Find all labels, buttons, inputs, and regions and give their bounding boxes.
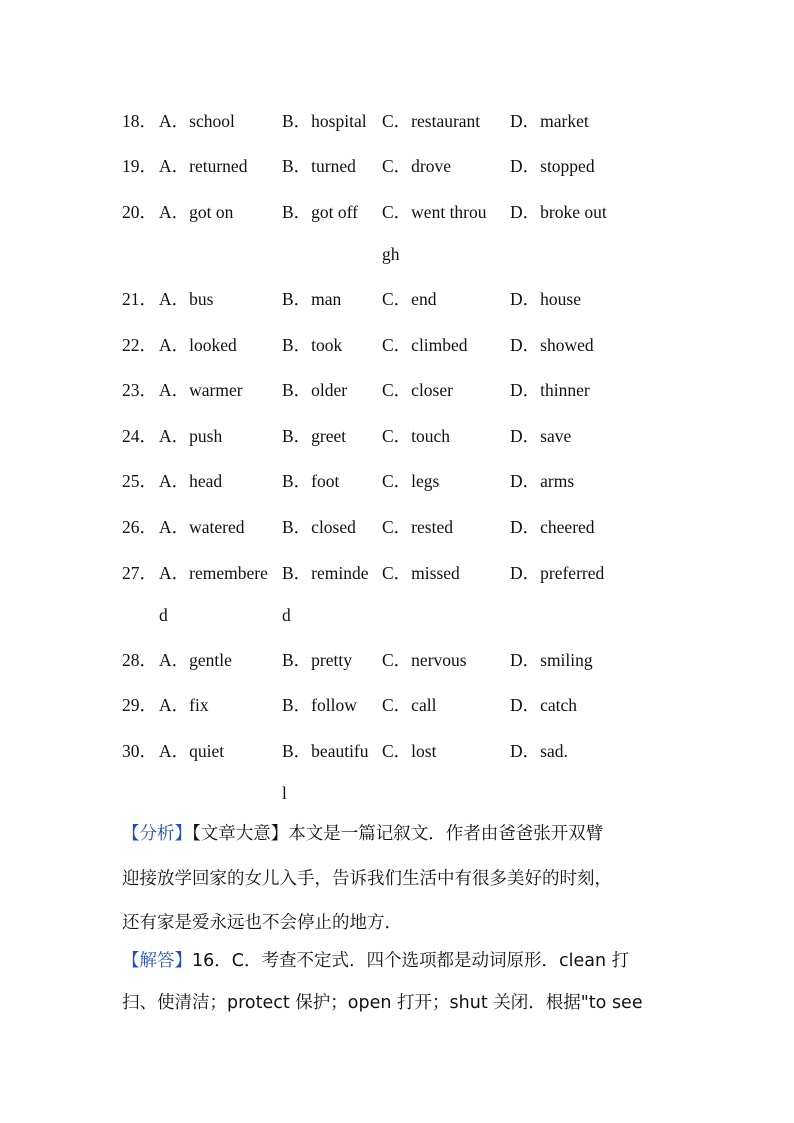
question-number: 29． xyxy=(122,695,157,715)
answer-text-1: 16．C．考查不定式．四个选项都是动词原形．clean 打 xyxy=(192,951,630,971)
question-number: 20． xyxy=(122,202,157,222)
option-b: B．man xyxy=(282,289,342,309)
option-c: C．restaurant xyxy=(382,111,481,131)
option-d: D．arms xyxy=(510,471,575,491)
option-a: A．watered xyxy=(159,517,245,537)
question-number: 26． xyxy=(122,517,157,537)
option-c-continued: gh xyxy=(382,244,400,264)
option-c: C．call xyxy=(382,695,437,715)
option-b: B．beautifu xyxy=(282,741,369,761)
option-c: C．closer xyxy=(382,380,453,400)
question-number: 18． xyxy=(122,111,157,131)
analysis-line-3: 还有家是爱永远也不会停止的地方． xyxy=(122,913,402,933)
option-c: C．nervous xyxy=(382,650,467,670)
option-b: B．greet xyxy=(282,426,347,446)
analysis-line-2: 迎接放学回家的女儿入手，告诉我们生活中有很多美好的时刻， xyxy=(122,869,612,889)
answer-label: 【解答】 xyxy=(122,951,192,971)
option-d: D．catch xyxy=(510,695,578,715)
option-c: C．legs xyxy=(382,471,440,491)
option-a: A．looked xyxy=(159,335,237,355)
option-a: A．returned xyxy=(159,156,248,176)
option-d: D．smiling xyxy=(510,650,593,670)
question-number: 25． xyxy=(122,471,157,491)
option-b: B．hospital xyxy=(282,111,367,131)
question-number: 19． xyxy=(122,156,157,176)
option-c: C．drove xyxy=(382,156,452,176)
option-a: A．warmer xyxy=(159,380,243,400)
option-b: B．foot xyxy=(282,471,340,491)
option-d: D．preferred xyxy=(510,563,605,583)
question-number: 22． xyxy=(122,335,157,355)
option-b: B．reminde xyxy=(282,563,369,583)
option-b-continued: d xyxy=(282,605,291,625)
option-a: A．gentle xyxy=(159,650,232,670)
question-number: 27． xyxy=(122,563,157,583)
option-a: A．head xyxy=(159,471,223,491)
option-b: B．follow xyxy=(282,695,357,715)
option-b: B．got off xyxy=(282,202,358,222)
question-number: 21． xyxy=(122,289,157,309)
option-c: C．went throu xyxy=(382,202,487,222)
option-a: A．fix xyxy=(159,695,209,715)
option-d: D．save xyxy=(510,426,572,446)
question-number: 30． xyxy=(122,741,157,761)
option-c: C．climbed xyxy=(382,335,468,355)
option-b: B．turned xyxy=(282,156,356,176)
question-number: 24． xyxy=(122,426,157,446)
option-c: C．missed xyxy=(382,563,460,583)
option-b: B．older xyxy=(282,380,348,400)
option-b: B．closed xyxy=(282,517,356,537)
option-b: B．took xyxy=(282,335,343,355)
option-a: A．bus xyxy=(159,289,214,309)
option-d: D．house xyxy=(510,289,581,309)
option-c: C．touch xyxy=(382,426,451,446)
question-number: 28． xyxy=(122,650,157,670)
option-d: D．cheered xyxy=(510,517,595,537)
option-a: A．got on xyxy=(159,202,234,222)
option-c: C．end xyxy=(382,289,437,309)
analysis-line-1 xyxy=(122,824,682,844)
option-c: C．lost xyxy=(382,741,437,761)
option-a: A．remembere xyxy=(159,563,268,583)
analysis-label: 【分析】 xyxy=(122,824,192,844)
question-number: 23． xyxy=(122,380,157,400)
option-d: D．sad. xyxy=(510,741,568,761)
option-a-continued: d xyxy=(159,605,168,625)
answer-line-1 xyxy=(122,951,682,971)
option-a: A．quiet xyxy=(159,741,225,761)
option-d: D．stopped xyxy=(510,156,595,176)
option-b-continued: l xyxy=(282,783,287,803)
option-c: C．rested xyxy=(382,517,453,537)
option-d: D．broke out xyxy=(510,202,607,222)
option-d: D．thinner xyxy=(510,380,590,400)
option-b: B．pretty xyxy=(282,650,352,670)
analysis-text-1: 【文章大意】本文是一篇记叙文．作者由爸爸张开双臂 xyxy=(192,824,604,844)
answer-line-2: 扫、使清洁；protect 保护；open 打开；shut 关闭．根据"to see xyxy=(122,993,643,1013)
option-a: A．push xyxy=(159,426,223,446)
option-d: D．market xyxy=(510,111,589,131)
option-a: A．school xyxy=(159,111,235,131)
option-d: D．showed xyxy=(510,335,594,355)
